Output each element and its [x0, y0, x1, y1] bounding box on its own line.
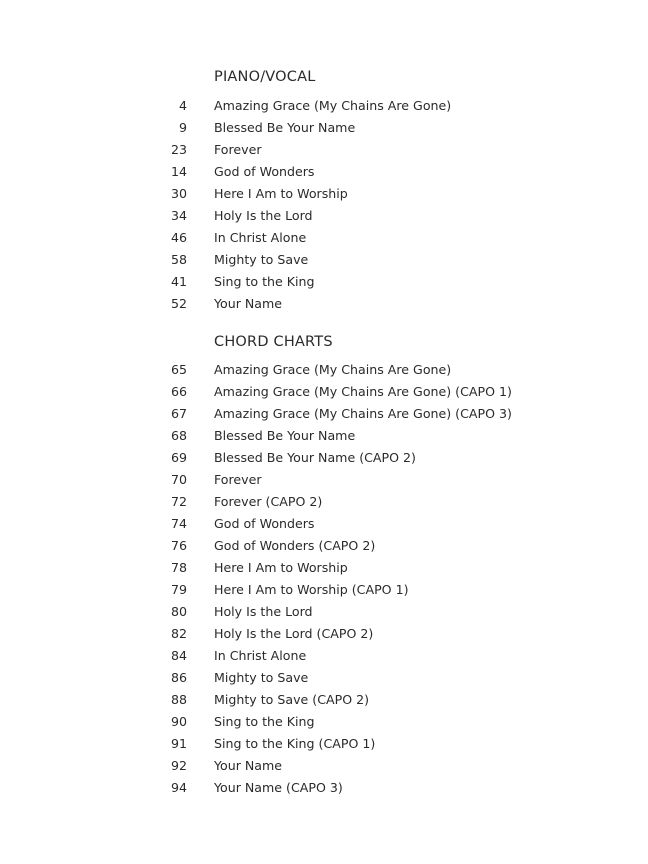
song-title: God of Wonders (CAPO 2): [214, 538, 376, 553]
toc-entry: [0, 227, 648, 249]
toc-entry: [0, 161, 648, 183]
toc-entry: [0, 381, 648, 403]
page-number: 90: [170, 714, 187, 729]
toc-entry: [0, 183, 648, 205]
toc-entry: [0, 447, 648, 469]
toc-entry: [0, 271, 648, 293]
page-number: 91: [170, 736, 187, 751]
song-title: Amazing Grace (My Chains Are Gone): [214, 362, 452, 377]
page-number: 68: [170, 428, 187, 443]
song-title: Holy Is the Lord: [214, 208, 313, 223]
toc-entry: [0, 755, 648, 777]
section-heading-chord-charts: CHORD CHARTS: [214, 334, 333, 350]
song-title: Blessed Be Your Name: [214, 120, 356, 135]
song-title: Your Name: [214, 296, 283, 311]
toc-entry: [0, 689, 648, 711]
song-title: Sing to the King: [214, 274, 315, 289]
page-number: 94: [170, 780, 187, 795]
toc-entry: [0, 117, 648, 139]
page-number: 4: [178, 98, 187, 113]
toc-entry: [0, 249, 648, 271]
song-title: Blessed Be Your Name: [214, 428, 356, 443]
toc-entry: [0, 535, 648, 557]
page-number: 23: [170, 142, 187, 157]
page-number: 84: [170, 648, 187, 663]
song-title: Your Name: [214, 758, 283, 773]
song-title: Amazing Grace (My Chains Are Gone) (CAPO 3): [214, 406, 512, 421]
toc-entry: [0, 645, 648, 667]
song-title: Sing to the King (CAPO 1): [214, 736, 376, 751]
toc-entry: [0, 711, 648, 733]
page-number: 41: [170, 274, 187, 289]
toc-entry: [0, 139, 648, 161]
toc-entry: [0, 293, 648, 315]
song-title: Amazing Grace (My Chains Are Gone) (CAPO 1): [214, 384, 512, 399]
page-number: 67: [170, 406, 187, 421]
page-number: 65: [170, 362, 187, 377]
song-title: Mighty to Save: [214, 252, 309, 267]
page-number: 34: [170, 208, 187, 223]
song-title: God of Wonders: [214, 516, 315, 531]
toc-entry: [0, 557, 648, 579]
chord-charts-list: [0, 359, 648, 799]
toc-entry: [0, 403, 648, 425]
toc-entry: [0, 733, 648, 755]
page-number: 69: [170, 450, 187, 465]
toc-entry: [0, 95, 648, 117]
toc-entry: [0, 777, 648, 799]
toc-entry: [0, 579, 648, 601]
page-number: 80: [170, 604, 187, 619]
page-number: 66: [170, 384, 187, 399]
toc-entry: [0, 469, 648, 491]
song-title: Forever: [214, 142, 262, 157]
song-title: Here I Am to Worship (CAPO 1): [214, 582, 409, 597]
page-number: 78: [170, 560, 187, 575]
page-number: 14: [170, 164, 187, 179]
page-number: 46: [170, 230, 187, 245]
toc-entry: [0, 425, 648, 447]
toc-entry: [0, 601, 648, 623]
song-title: Amazing Grace (My Chains Are Gone): [214, 98, 452, 113]
song-title: Forever (CAPO 2): [214, 494, 323, 509]
song-title: Sing to the King: [214, 714, 315, 729]
song-title: In Christ Alone: [214, 648, 307, 663]
toc-entry: [0, 205, 648, 227]
toc-entry: [0, 623, 648, 645]
page-number: 86: [170, 670, 187, 685]
song-title: Holy Is the Lord (CAPO 2): [214, 626, 374, 641]
page-number: 72: [170, 494, 187, 509]
page-number: 74: [170, 516, 187, 531]
page-number: 30: [170, 186, 187, 201]
page-number: 88: [170, 692, 187, 707]
song-title: Blessed Be Your Name (CAPO 2): [214, 450, 416, 465]
page-number: 76: [170, 538, 187, 553]
song-title: Forever: [214, 472, 262, 487]
page-number: 58: [170, 252, 187, 267]
song-title: Your Name (CAPO 3): [214, 780, 343, 795]
toc-entry: [0, 667, 648, 689]
section-heading-piano-vocal: PIANO/VOCAL: [214, 69, 316, 85]
song-title: Holy Is the Lord: [214, 604, 313, 619]
piano-vocal-list: [0, 95, 648, 315]
page-number: 92: [170, 758, 187, 773]
song-title: Here I Am to Worship: [214, 186, 348, 201]
page-number: 52: [170, 296, 187, 311]
page-number: 82: [170, 626, 187, 641]
toc-entry: [0, 359, 648, 381]
toc-entry: [0, 513, 648, 535]
page-number: 9: [178, 120, 187, 135]
toc-entry: [0, 491, 648, 513]
song-title: Mighty to Save (CAPO 2): [214, 692, 370, 707]
song-title: Here I Am to Worship: [214, 560, 348, 575]
song-title: Mighty to Save: [214, 670, 309, 685]
song-title: God of Wonders: [214, 164, 315, 179]
song-title: In Christ Alone: [214, 230, 307, 245]
page-number: 79: [170, 582, 187, 597]
page-number: 70: [170, 472, 187, 487]
